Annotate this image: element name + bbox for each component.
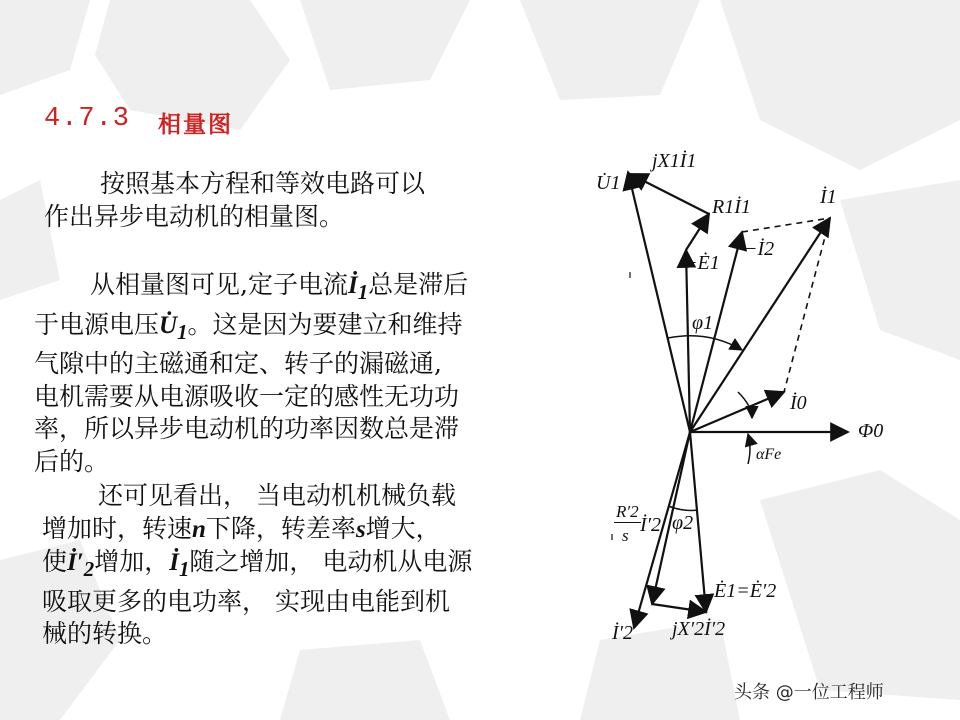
angle-i0-arc [738, 392, 752, 418]
paragraph-current-lag-line4: 电机需要从电源吸收一定的感性无功功 [34, 381, 460, 411]
label-r2-denominator: s [622, 526, 629, 545]
label-phi1: φ1 [692, 312, 714, 334]
label-neg-i2: −İ2 [744, 238, 775, 260]
phasor-jx2i2 [652, 604, 706, 612]
phasor-jx1i1 [630, 174, 709, 214]
phasor-u1 [628, 172, 690, 432]
label-i2p: İ′2 [612, 622, 634, 644]
paragraph-current-lag-line6: 后的。 [34, 446, 110, 476]
label-phi2: φ2 [672, 512, 694, 534]
paragraph-load-increase-line2: 增加时，转速n下降，转差率s增大， [42, 513, 441, 543]
label-flux: Φ̇0 [858, 420, 884, 442]
paragraph-load-increase-line4: 吸取更多的电功率， 实现由电能到机 [42, 586, 450, 616]
section-number: 4.7.3 [44, 104, 131, 134]
angle-phi1-arc [668, 336, 742, 350]
paragraph-current-lag-line3: 气隙中的主磁通和定、转子的漏磁通, [34, 349, 442, 379]
paragraph-current-lag-line1: 从相量图可见,定子电流$İ_1$总是滞后 [90, 270, 469, 304]
paragraph-current-lag-line5: 率，所以异步电动机的功率因数总是滞 [34, 414, 460, 444]
watermark: 头条 @一位工程师 [734, 682, 884, 703]
paragraph-intro-line1: 按照基本方程和等效电路可以 [100, 169, 426, 198]
paragraph-load-increase-line1: 还可见看出， 当电动机机械负载 [98, 481, 456, 510]
label-alpha-fe: αFe [756, 446, 782, 463]
label-e1-e2: Ė1=Ė′2 [714, 580, 777, 602]
label-i1: İ1 [820, 186, 837, 208]
label-r1i1: R1İ1 [712, 196, 751, 218]
section-title: 相量图 [158, 112, 233, 138]
label-r2-numerator: R′2 [616, 502, 639, 521]
label-i0: İ0 [790, 392, 807, 414]
label-r2s-current: İ′2 [640, 514, 662, 536]
label-u1: U̇1 [596, 172, 621, 194]
label-jx1i1: jX1İ1 [652, 150, 697, 172]
angle-alpha-arc [748, 434, 750, 464]
paragraph-load-increase-line5: 械的转换。 [42, 619, 168, 649]
phasor-neg-e1 [686, 250, 690, 432]
phasor-r1i1 [686, 214, 709, 250]
paragraph-current-lag-line2: 于电源电压$U̇_1$。这是因为要建立和维持 [34, 309, 463, 344]
label-jx2i2: jX′2İ′2 [672, 618, 726, 640]
paragraph-intro-line2: 作出异步电动机的相量图。 [44, 201, 345, 231]
label-neg-e1: −Ė1 [684, 252, 720, 274]
paragraph-load-increase-line3: 使$İ'_2$增加，$İ_1$随之增加， 电动机从电源 [42, 547, 473, 582]
